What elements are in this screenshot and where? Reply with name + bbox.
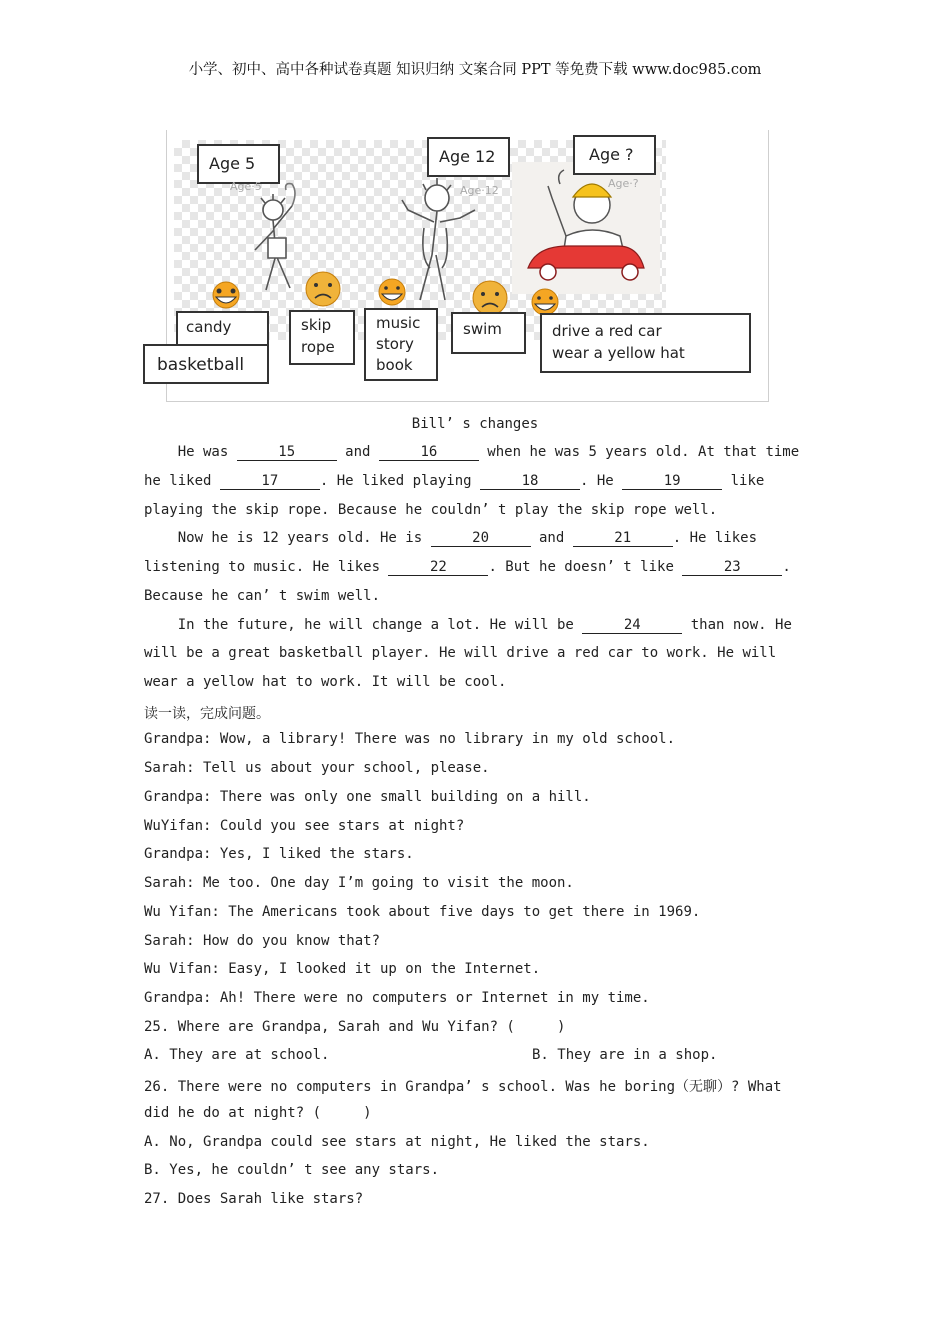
blank-16[interactable]: 16 bbox=[379, 445, 479, 461]
dialogue-line: Sarah: Tell us about your school, please. bbox=[144, 760, 490, 776]
p2-line2 bbox=[144, 559, 791, 576]
figure-caption: Bill’ s changes bbox=[411, 416, 539, 432]
candy-label: candy bbox=[176, 311, 269, 347]
story-text: story bbox=[376, 335, 414, 353]
dialogue-line: Grandpa: Yes, I liked the stars. bbox=[144, 846, 414, 862]
p3-line2: will be a great basketball player. He will drive a red car to work. He will bbox=[144, 645, 777, 661]
rope-text: rope bbox=[301, 337, 335, 356]
dialogue-line: Sarah: Me too. One day I’m going to visit the moon. bbox=[144, 875, 574, 891]
text: . But he doesn’ t like bbox=[488, 559, 683, 575]
text: he liked bbox=[144, 473, 220, 489]
boy-age5-drawing bbox=[255, 184, 295, 290]
p3-line1 bbox=[144, 617, 792, 634]
p2-line1 bbox=[144, 530, 757, 547]
question-26-line2: did he do at night? ( ) bbox=[144, 1105, 372, 1121]
q26-option-b[interactable]: B. Yes, he couldn’ t see any stars. bbox=[144, 1162, 440, 1178]
text: . He likes bbox=[672, 530, 758, 546]
blank-21[interactable]: 21 bbox=[573, 531, 673, 547]
p1-line1 bbox=[144, 444, 799, 461]
blank-22[interactable]: 22 bbox=[388, 560, 488, 576]
text: listening to music. He likes bbox=[144, 559, 389, 575]
dialogue-line: WuYifan: Could you see stars at night? bbox=[144, 818, 465, 834]
blank-23[interactable]: 23 bbox=[682, 560, 782, 576]
swim-label: swim bbox=[451, 312, 526, 354]
text: than now. He bbox=[682, 617, 792, 633]
skip-text: skip bbox=[301, 316, 332, 334]
sad-face-2 bbox=[473, 281, 507, 315]
text: . He liked playing bbox=[319, 473, 481, 489]
skip-rope-label bbox=[289, 310, 355, 365]
text: when he was 5 years old. At that time bbox=[478, 444, 800, 460]
q25-option-b[interactable]: B. They are in a shop. bbox=[532, 1047, 718, 1063]
p1-line3: playing the skip rope. Because he couldn’ t play the skip rope well. bbox=[144, 502, 718, 518]
blank-17[interactable]: 17 bbox=[220, 474, 320, 490]
hat-text: wear a yellow hat bbox=[552, 343, 685, 362]
book-text: book bbox=[376, 356, 413, 374]
text: . bbox=[782, 559, 791, 575]
text: He was bbox=[144, 444, 237, 460]
blank-20[interactable]: 20 bbox=[431, 531, 531, 547]
dialogue-line: Grandpa: Ah! There were no computers or Internet in my time. bbox=[144, 990, 650, 1006]
drive-car-hat-label bbox=[540, 313, 751, 373]
sad-face-1 bbox=[306, 272, 340, 306]
faint-age-12: Age·12 bbox=[460, 184, 499, 197]
music-text: music bbox=[376, 314, 421, 332]
happy-face-1 bbox=[213, 282, 239, 308]
text: In the future, he will change a lot. He will be bbox=[144, 617, 583, 633]
text: Now he is 12 years old. He is bbox=[144, 530, 431, 546]
text: and bbox=[530, 530, 573, 546]
age-12-label: Age 12 bbox=[427, 137, 510, 177]
section2-instruction: 读一读，完成问题。 bbox=[144, 706, 270, 722]
happy-face-2 bbox=[379, 279, 405, 305]
question-25: 25. Where are Grandpa, Sarah and Wu Yifan? ( ) bbox=[144, 1019, 566, 1035]
question-26-line1: 26. There were no computers in Grandpa’ s school. Was he boring（无聊）? What bbox=[144, 1079, 782, 1095]
p3-line3: wear a yellow hat to work. It will be cool. bbox=[144, 674, 507, 690]
p1-line2 bbox=[144, 473, 764, 490]
happy-face-3 bbox=[532, 289, 558, 315]
q25-option-a[interactable]: A. They are at school. bbox=[144, 1047, 330, 1063]
question-27: 27. Does Sarah like stars? bbox=[144, 1191, 364, 1207]
blank-19[interactable]: 19 bbox=[622, 474, 722, 490]
text: and bbox=[336, 444, 379, 460]
text: like bbox=[722, 473, 765, 489]
dialogue-line: Grandpa: Wow, a library! There was no library in my old school. bbox=[144, 731, 676, 747]
dialogue-line: Wu Vifan: Easy, I looked it up on the Internet. bbox=[144, 961, 541, 977]
blank-24[interactable]: 24 bbox=[582, 618, 682, 634]
q26-option-a[interactable]: A. No, Grandpa could see stars at night, He liked the stars. bbox=[144, 1134, 650, 1150]
dialogue-line: Grandpa: There was only one small building on a hill. bbox=[144, 789, 591, 805]
blank-15[interactable]: 15 bbox=[237, 445, 337, 461]
dialogue-line: Sarah: How do you know that? bbox=[144, 933, 381, 949]
drive-text: drive a red car bbox=[552, 322, 662, 340]
blank-18[interactable]: 18 bbox=[480, 474, 580, 490]
basketball-label: basketball bbox=[143, 344, 269, 384]
age-future-label: Age ? bbox=[573, 135, 656, 175]
faint-age-future: Age·? bbox=[608, 177, 639, 190]
age-5-label: Age 5 bbox=[197, 144, 280, 184]
p2-line3: Because he can’ t swim well. bbox=[144, 588, 381, 604]
dialogue-line: Wu Yifan: The Americans took about five days to get there in 1969. bbox=[144, 904, 701, 920]
text: . He bbox=[580, 473, 623, 489]
faint-age-5: Age·5 bbox=[230, 180, 262, 193]
site-header: 小学、初中、高中各种试卷真题 知识归纳 文案合同 PPT 等免费下载 www.doc985.com bbox=[188, 62, 762, 78]
music-story-book-label bbox=[364, 308, 438, 381]
